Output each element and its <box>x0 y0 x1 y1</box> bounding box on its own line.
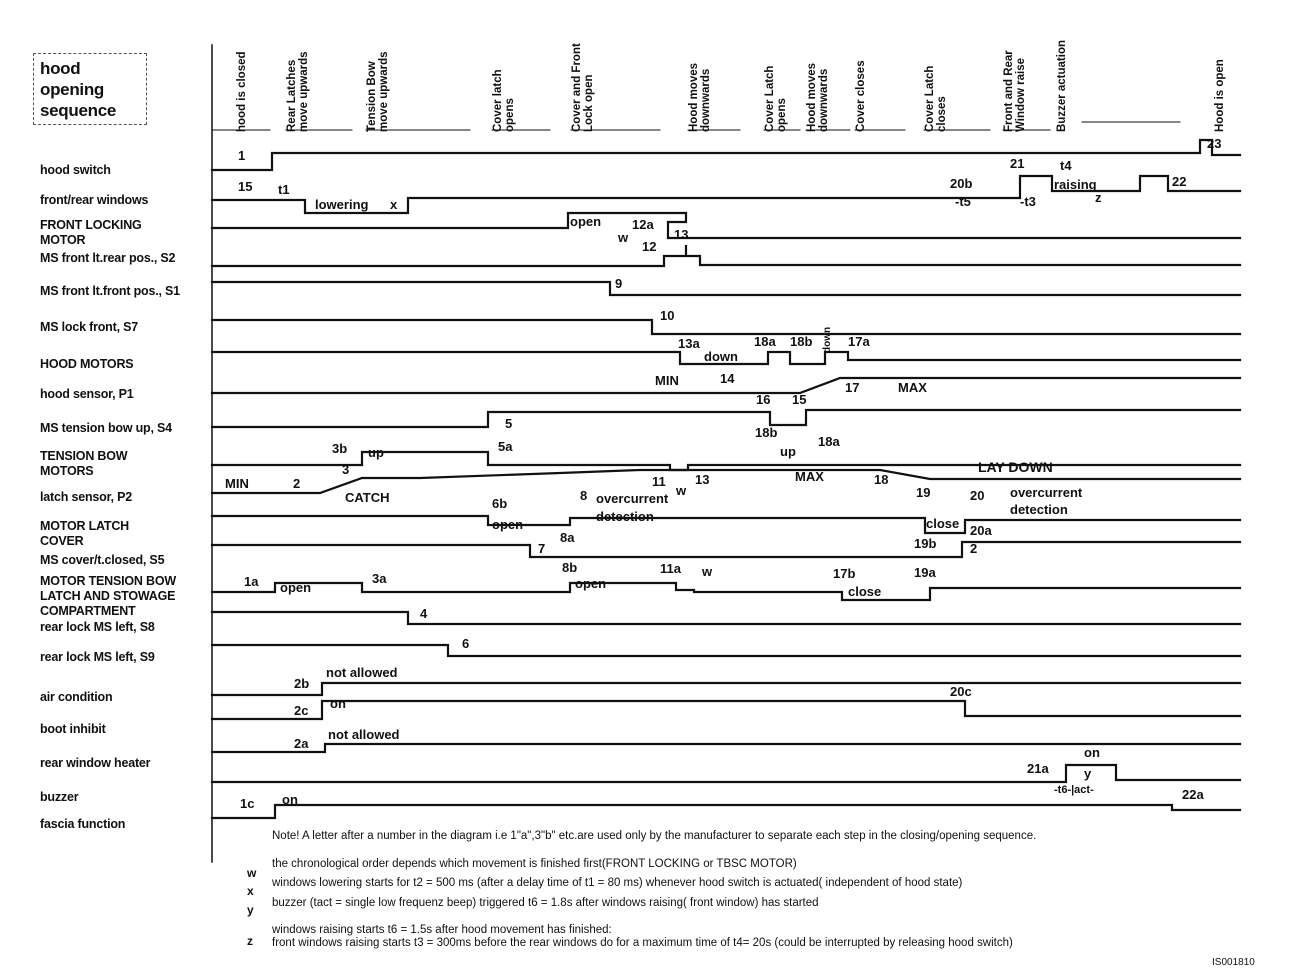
step-label: 8a <box>560 530 575 545</box>
step-label: 2 <box>293 476 301 491</box>
step-label: 20b <box>950 176 973 191</box>
step-label: 23 <box>1207 136 1222 151</box>
event-window-raise: Front and Rear Window raise <box>1003 50 1027 132</box>
state-label: detection <box>1010 502 1068 517</box>
title-line: opening <box>40 80 104 99</box>
state-label: on <box>282 792 298 807</box>
trace-s1 <box>212 282 1240 295</box>
step-label: 3 <box>342 462 350 477</box>
event-hood-open: Hood is open <box>1214 59 1226 132</box>
signal-label: MS lock front, S7 <box>40 320 139 334</box>
signal-label: HOOD MOTORS <box>40 357 134 371</box>
main-note: Note! A letter after a number in the diagram i.e 1"a",3"b" etc.are used only by the manufacturer to separate each step in the closing/opening sequence. <box>272 830 1037 842</box>
step-label: 11 <box>652 474 666 489</box>
trace-tension-bow <box>212 452 1240 470</box>
signal-label: MS front lt.rear pos., S2 <box>40 251 176 265</box>
state-label: overcurrent <box>1010 485 1083 500</box>
state-label: MAX <box>795 469 824 484</box>
signal-label: TENSION BOW MOTORS <box>40 449 128 478</box>
signal-label: MOTOR LATCH COVER <box>40 519 129 548</box>
state-label: MIN <box>655 373 679 388</box>
note-key: w <box>247 866 257 880</box>
note-item: windows raising starts t6 = 1.5s after hood movement has finished: <box>272 924 612 936</box>
event-cover-latch-opens: Cover latch opens <box>492 69 516 132</box>
note-ref: y <box>1084 766 1092 781</box>
step-label: 5a <box>498 439 513 454</box>
step-label: 11a <box>660 561 681 576</box>
signal-label: MOTOR TENSION BOW LATCH AND STOWAGE COMPARTMENT <box>40 574 176 618</box>
step-label: 15 <box>238 179 253 194</box>
trace-s2 <box>212 245 1240 266</box>
signal-label: buzzer <box>40 790 79 804</box>
note-ref: x <box>390 197 398 212</box>
step-label: 20 <box>970 488 985 503</box>
title-line: hood <box>40 59 81 78</box>
step-label: 3a <box>372 571 387 586</box>
trace-motor-latch-cover <box>212 516 1240 533</box>
event-cover-front-lock-open: Cover and Front Lock open <box>571 43 595 132</box>
state-label: up <box>368 445 384 460</box>
step-label: 20a <box>970 523 992 538</box>
timing-label: t1 <box>278 182 290 197</box>
step-label: 13 <box>674 227 689 242</box>
state-label: not allowed <box>326 665 398 680</box>
step-label: 18a <box>818 434 840 449</box>
note-key: y <box>247 903 254 917</box>
signal-label: hood switch <box>40 163 111 177</box>
signal-label: air condition <box>40 690 113 704</box>
event-hood-moves-down-1: Hood moves downwards <box>688 62 712 132</box>
step-label: 18 <box>874 472 889 487</box>
state-label: LAY DOWN <box>978 459 1053 475</box>
signal-label: rear lock MS left, S9 <box>40 650 155 664</box>
signal-label: FRONT LOCKING MOTOR <box>40 218 142 247</box>
trace-air-condition <box>212 683 1240 695</box>
signal-label: rear window heater <box>40 756 151 770</box>
step-label: 21a <box>1027 761 1049 776</box>
step-label: 4 <box>420 606 428 621</box>
event-hood-closed: hood is closed <box>236 51 248 132</box>
state-label: on <box>330 696 346 711</box>
signal-label: latch sensor, P2 <box>40 490 132 504</box>
state-label: up <box>780 444 796 459</box>
state-label: open <box>280 580 312 595</box>
note-ref: w <box>702 564 713 579</box>
trace-fascia <box>212 805 1240 818</box>
note-ref: z <box>1095 190 1102 205</box>
note-ref: w <box>618 230 629 245</box>
signal-label: hood sensor, P1 <box>40 387 134 401</box>
step-label: 18a <box>754 334 776 349</box>
step-label: 2 <box>970 541 978 556</box>
trace-s8 <box>212 612 1240 624</box>
signal-label: front/rear windows <box>40 193 149 207</box>
step-label: 21 <box>1010 156 1025 171</box>
state-label: overcurrent <box>596 491 669 506</box>
note-item: the chronological order depends which movement is finished first(FRONT LOCKING or TBSC MOTOR) <box>272 858 797 870</box>
step-label: 6 <box>462 636 470 651</box>
timing-label: -t5 <box>955 194 971 209</box>
step-label: 13 <box>695 472 710 487</box>
step-label: 8b <box>562 560 578 575</box>
signal-label: fascia function <box>40 817 126 831</box>
step-label: 17 <box>845 380 860 395</box>
step-label: 14 <box>720 371 735 386</box>
state-label: not allowed <box>328 727 400 742</box>
step-label: 19a <box>914 565 936 580</box>
step-label: 22 <box>1172 174 1187 189</box>
step-label: 1c <box>240 796 255 811</box>
step-label: 2b <box>294 676 310 691</box>
event-tension-bow: Tension Bow move upwards <box>366 51 390 132</box>
trace-s4 <box>212 410 1240 427</box>
event-ticks <box>212 122 1180 130</box>
note-item: buzzer (tact = single low frequenz beep) triggered t6 = 1.8s after windows raising( front window) has started <box>272 897 819 909</box>
step-label: 19b <box>914 536 937 551</box>
step-label: 2a <box>294 736 309 751</box>
state-label: close <box>848 584 882 599</box>
state-label: MAX <box>898 380 927 395</box>
note-key: x <box>247 884 254 898</box>
step-label: 18b <box>790 334 813 349</box>
event-cover-latch-closes: Cover Latch closes <box>924 65 948 132</box>
event-rear-latches: Rear Latches move upwards <box>286 51 310 132</box>
event-cover-closes: Cover closes <box>855 60 867 132</box>
signal-label: MS front lt.front pos., S1 <box>40 284 180 298</box>
step-label: 19 <box>916 485 931 500</box>
title-line: sequence <box>40 101 117 120</box>
trace-s5 <box>212 542 1240 557</box>
step-label: 2c <box>294 703 309 718</box>
step-label: 17a <box>848 334 870 349</box>
event-buzzer: Buzzer actuation <box>1056 39 1068 132</box>
state-label: down <box>822 326 833 353</box>
step-label: 1a <box>244 574 259 589</box>
event-cover-latch-opens-2: Cover Latch opens <box>764 65 788 132</box>
step-label: 8 <box>580 488 588 503</box>
event-hood-moves-down-2: Hood moves downwards <box>806 62 830 132</box>
signal-label: MS tension bow up, S4 <box>40 421 172 435</box>
state-label: lowering <box>315 197 369 212</box>
state-label: open <box>570 214 602 229</box>
timing-label: -t6-|act- <box>1054 784 1094 796</box>
trace-motor-tension-bow <box>212 583 1240 600</box>
trace-front-locking <box>212 213 1240 238</box>
step-label: 10 <box>660 308 675 323</box>
step-label: 20c <box>950 684 972 699</box>
figure-code: IS001810 <box>1212 957 1255 968</box>
step-label: 7 <box>538 541 546 556</box>
note-item: windows lowering starts for t2 = 500 ms (after a delay time of t1 = 80 ms) whenever hood switch is actuated( independent of hood state) <box>272 877 963 889</box>
state-label: CATCH <box>345 490 390 505</box>
trace-s9 <box>212 645 1240 656</box>
state-label: detection <box>596 509 654 524</box>
trace-boot-inhibit <box>212 701 1240 719</box>
step-label: 22a <box>1182 787 1204 802</box>
note-key: z <box>247 934 253 948</box>
step-label: 9 <box>615 276 623 291</box>
note-item: front windows raising starts t3 = 300ms before the rear windows do for a maximum time of t4= 20s (could be interrupted by releasing hood switch) <box>272 937 1013 949</box>
trace-s7 <box>212 320 1240 334</box>
step-label: 15 <box>792 392 807 407</box>
state-label: down <box>704 349 738 364</box>
trace-hood-switch <box>212 140 1240 170</box>
step-label: 5 <box>505 416 513 431</box>
signal-label: rear lock MS left, S8 <box>40 620 155 634</box>
signal-label: MS cover/t.closed, S5 <box>40 553 165 567</box>
state-label: open <box>492 517 524 532</box>
step-label: 12 <box>642 239 657 254</box>
step-label: 16 <box>756 392 771 407</box>
state-label: on <box>1084 745 1100 760</box>
step-label: 13a <box>678 336 700 351</box>
signal-label: boot inhibit <box>40 722 106 736</box>
step-label: 17b <box>833 566 856 581</box>
step-label: 6b <box>492 496 508 511</box>
state-label: raising <box>1054 177 1097 192</box>
state-label: open <box>575 576 607 591</box>
timing-label: -t3 <box>1020 194 1036 209</box>
note-ref: w <box>676 483 687 498</box>
step-label: 18b <box>755 425 778 440</box>
state-label: MIN <box>225 476 249 491</box>
step-label: 3b <box>332 441 348 456</box>
timing-label: t4 <box>1060 158 1072 173</box>
state-label: close <box>926 516 960 531</box>
step-label: 12a <box>632 217 654 232</box>
step-label: 1 <box>238 148 246 163</box>
